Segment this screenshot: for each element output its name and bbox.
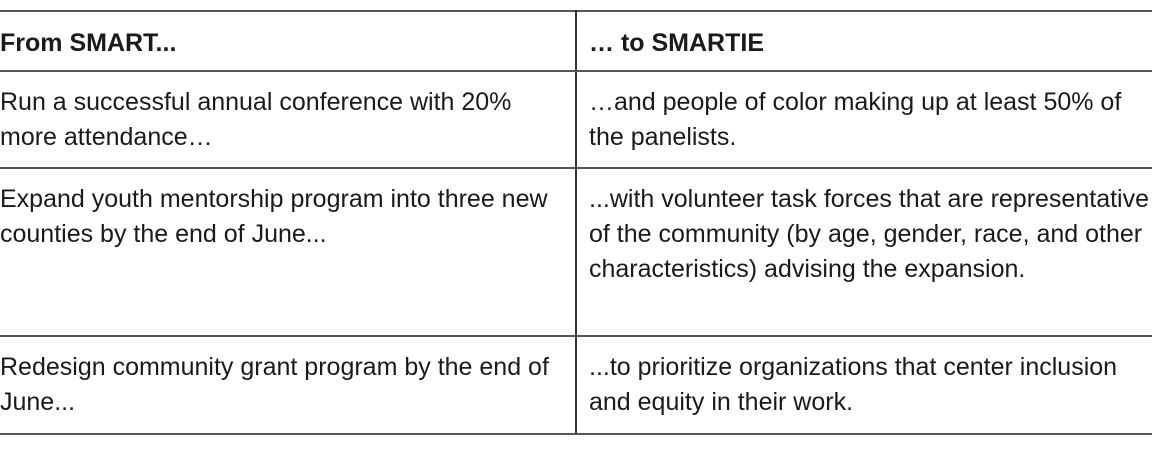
table-header-row [0, 11, 1152, 71]
table-row [0, 71, 1152, 168]
smart-goal-cell: Redesign community grant program by the end of June... [0, 336, 576, 434]
smartie-goal-cell: …and people of color making up at least 50% of the panelists. [576, 71, 1152, 168]
smart-goal-cell: Expand youth mentorship program into three new counties by the end of June... [0, 168, 576, 336]
smartie-goal-cell: ...to prioritize organizations that center inclusion and equity in their work. [576, 336, 1152, 434]
smart-goal-cell: Run a successful annual conference with 20% more attendance… [0, 71, 576, 168]
table-row [0, 336, 1152, 434]
header-from-smart: From SMART... [0, 11, 576, 71]
smart-to-smartie-table [0, 10, 1152, 435]
header-to-smartie: … to SMARTIE [576, 11, 1152, 71]
table-row [0, 168, 1152, 336]
smartie-goal-cell: ...with volunteer task forces that are representative of the community (by age, gender, race, and other characteristics) advising the expansion. [576, 168, 1152, 336]
